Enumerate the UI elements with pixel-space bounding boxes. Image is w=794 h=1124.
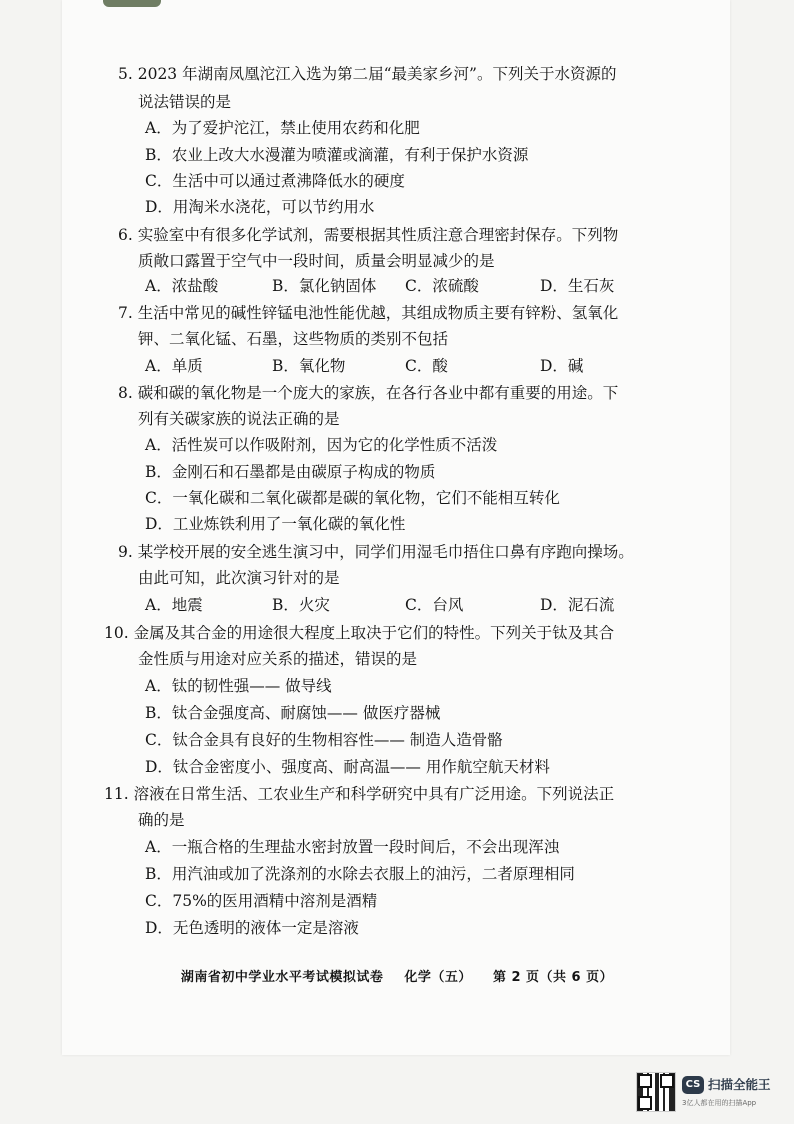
q5-stem-line-1: 5. 2023 年湖南凤凰沱江入选为第二届“最美家乡河”。下列关于水资源的 (118, 65, 617, 83)
q6-option-a: A．浓盐酸 (145, 277, 219, 295)
footer-subject: 化学（五） (404, 970, 472, 985)
q7-option-d: D．碱 (540, 357, 584, 375)
footer-page-number: 第 2 页（共 6 页） (492, 970, 614, 985)
q10-option-a: A．钛的韧性强—— 做导线 (145, 677, 332, 695)
q11-stem-line-1: 11. 溶液在日常生活、工农业生产和科学研究中具有广泛用途。下列说法正 (104, 785, 615, 803)
q5-option-c: C．生活中可以通过煮沸降低水的硬度 (145, 172, 405, 190)
q9-option-c: C．台风 (405, 596, 464, 614)
q11-option-a: A．一瓶合格的生理盐水密封放置一段时间后，不会出现浑浊 (145, 838, 560, 856)
q9-option-b: B．火灾 (272, 596, 330, 614)
q7-stem-line-2: 钾、二氧化锰、石墨，这些物质的类别不包括 (138, 330, 449, 348)
q7-option-b: B．氧化物 (272, 357, 346, 375)
q6-option-b: B．氯化钠固体 (272, 277, 377, 295)
q10-option-d: D．钛合金密度小、强度高、耐高温—— 用作航空航天材料 (145, 758, 550, 776)
q9-options (0, 595, 794, 615)
q8-option-d: D．工业炼铁利用了一氧化碳的氧化性 (145, 515, 406, 533)
q8-stem-line-1: 8. 碳和碳的氧化物是一个庞大的家族，在各行各业中都有重要的用途。下 (118, 384, 619, 402)
scanner-watermark (682, 1076, 782, 1116)
q5-option-d: D．用淘米水浇花，可以节约用水 (145, 198, 375, 216)
q10-stem-line-1: 10. 金属及其合金的用途很大程度上取决于它们的特性。下列关于钛及其合 (104, 624, 615, 642)
q7-stem-line-1: 7. 生活中常见的碱性锌锰电池性能优越，其组成物质主要有锌粉、氢氧化 (118, 304, 619, 322)
brand-name: 扫描全能王 (708, 1077, 771, 1092)
q6-option-d: D．生石灰 (540, 277, 615, 295)
q6-stem-line-2: 质敞口露置于空气中一段时间，质量会明显减少的是 (138, 252, 495, 270)
q11-option-c: C．75%的医用酒精中溶剂是酒精 (145, 892, 378, 910)
q9-option-d: D．泥石流 (540, 596, 615, 614)
q5-stem-line-2: 说法错误的是 (138, 93, 232, 111)
footer-exam-title: 湖南省初中学业水平考试模拟试卷 (180, 970, 384, 985)
q6-stem-line-1: 6. 实验室中有很多化学试剂，需要根据其性质注意合理密封保存。下列物 (118, 226, 619, 244)
q10-stem-line-2: 金性质与用途对应关系的描述，错误的是 (138, 650, 418, 668)
page-footer (0, 966, 794, 985)
q9-stem-line-2: 由此可知，此次演习针对的是 (138, 569, 340, 587)
q7-option-a: A．单质 (145, 357, 203, 375)
q11-option-d: D．无色透明的液体一定是溶液 (145, 919, 359, 937)
q8-option-b: B．金刚石和石墨都是由碳原子构成的物质 (145, 463, 436, 481)
q6-options (0, 276, 794, 296)
camscanner-logo-icon: CS (682, 1076, 704, 1094)
q10-option-c: C．钛合金具有良好的生物相容性—— 制造人造骨骼 (145, 731, 503, 749)
q11-option-b: B．用汽油或加了洗涤剂的水除去衣服上的油污，二者原理相同 (145, 865, 575, 883)
page-corner-mark (103, 0, 161, 7)
brand-slogan: 3亿人都在用的扫描App (682, 1099, 757, 1107)
q9-option-a: A．地震 (145, 596, 203, 614)
q7-options (0, 356, 794, 376)
q9-stem-line-1: 9. 某学校开展的安全逃生演习中，同学们用湿毛巾捂住口鼻有序跑向操场。 (118, 543, 634, 561)
q5-option-b: B．农业上改大水漫灌为喷灌或滴灌，有利于保护水资源 (145, 146, 529, 164)
q8-stem-line-2: 列有关碳家族的说法正确的是 (138, 410, 340, 428)
qr-code-icon (636, 1072, 676, 1112)
q10-option-b: B．钛合金强度高、耐腐蚀—— 做医疗器械 (145, 704, 441, 722)
q7-option-c: C．酸 (405, 357, 448, 375)
q8-option-c: C．一氧化碳和二氧化碳都是碳的氧化物，它们不能相互转化 (145, 489, 560, 507)
q5-option-a: A．为了爱护沱江，禁止使用农药和化肥 (145, 119, 420, 137)
q8-option-a: A．活性炭可以作吸附剂，因为它的化学性质不活泼 (145, 436, 498, 454)
q6-option-c: C．浓硫酸 (405, 277, 479, 295)
q11-stem-line-2: 确的是 (138, 811, 185, 829)
